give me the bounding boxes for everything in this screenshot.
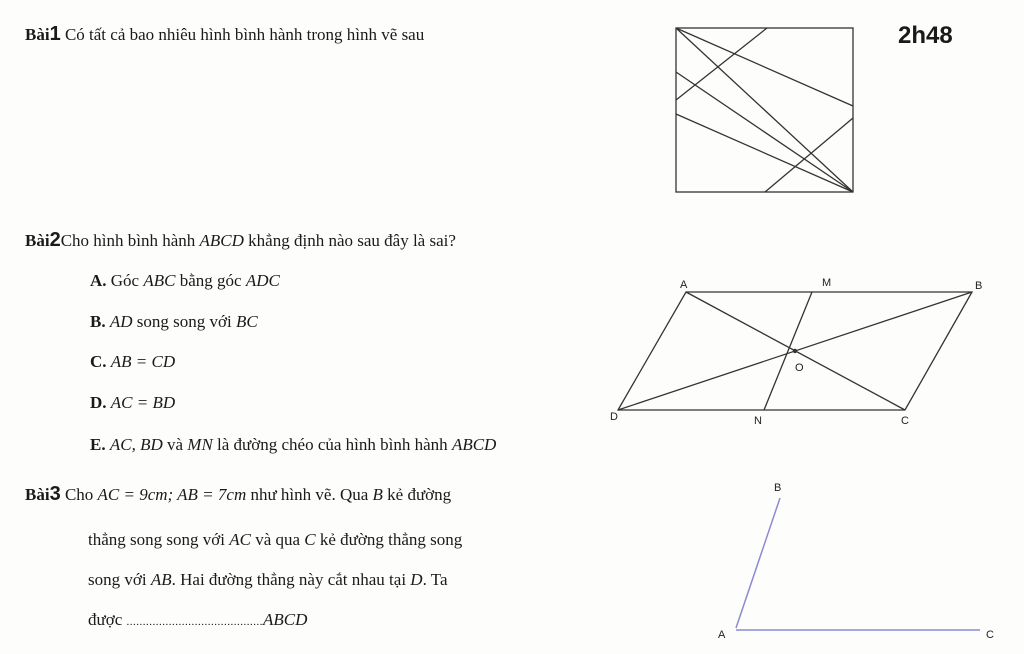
ex3-l3-math-2: D xyxy=(410,570,423,589)
handwritten-annotation: 2h48 xyxy=(898,22,953,49)
ex3-l4-math: ABCD xyxy=(263,610,308,629)
option-b-mid: song song với xyxy=(132,312,236,331)
option-e-math-2: MN xyxy=(187,435,213,454)
segment-ab xyxy=(736,498,780,628)
exercise-1-text: Có tất cả bao nhiêu hình bình hành trong hình vẽ sau xyxy=(64,25,425,44)
label-c: C xyxy=(901,415,909,427)
ex3-label-c: C xyxy=(986,629,994,641)
exercise-2-number: 2 xyxy=(49,229,61,251)
ex3-l1-mid: như hình vẽ. Qua xyxy=(246,485,373,504)
label-b: B xyxy=(975,280,983,292)
option-b-math-2: BC xyxy=(235,312,258,331)
option-a-mid: bằng góc xyxy=(175,271,246,290)
option-c-math: AB = CD xyxy=(110,352,176,371)
exercise-3-label: Bài xyxy=(25,485,50,504)
ex3-label-a: A xyxy=(718,629,726,641)
option-e-math-1: AC, BD xyxy=(109,435,163,454)
answer-blank[interactable]: .......................................... xyxy=(126,616,263,628)
option-b-math-1: AD xyxy=(109,312,133,331)
option-e-mid: và xyxy=(162,435,188,454)
option-e-post: là đường chéo của hình bình hành xyxy=(212,435,452,454)
ex3-l1-post: kẻ đường xyxy=(382,485,452,504)
label-o: O xyxy=(795,362,804,374)
ex3-l2-math-2: C xyxy=(304,530,316,549)
exercise-1-label: Bài xyxy=(25,25,50,44)
label-m: M xyxy=(822,277,832,289)
ex3-l2-post: kẻ đường thẳng song xyxy=(315,530,463,549)
option-e-math-3: ABCD xyxy=(451,435,497,454)
exercise-2-math: ABCD xyxy=(199,231,244,250)
ex3-l1-pre: Cho xyxy=(60,485,98,504)
option-e-letter: E. xyxy=(90,435,106,454)
option-a-letter: A. xyxy=(90,271,107,290)
label-d: D xyxy=(610,411,618,423)
option-a-pre: Góc xyxy=(110,271,144,290)
label-a: A xyxy=(680,279,688,291)
option-d-letter: D. xyxy=(90,393,107,412)
option-b-letter: B. xyxy=(90,312,106,331)
exercise-2-text-2: khẳng định nào sau đây là sai? xyxy=(243,231,456,250)
exercise-2-text-1: Cho hình bình hành xyxy=(60,231,200,250)
exercise-1-number: 1 xyxy=(49,23,61,45)
ex3-l2-math: AC xyxy=(229,530,251,549)
ex3-l4-pre: được xyxy=(88,610,127,629)
option-a-math-2: ADC xyxy=(245,271,280,290)
ex3-l1-math-2: B xyxy=(372,485,383,504)
label-n: N xyxy=(754,415,762,427)
option-d-math: AC = BD xyxy=(110,393,176,412)
exercise-2-label: Bài xyxy=(25,231,50,250)
ex3-l3-mid: . Hai đường thẳng này cắt nhau tại xyxy=(171,570,411,589)
ex3-l3-post: . Ta xyxy=(422,570,448,589)
option-c-letter: C. xyxy=(90,352,107,371)
option-a-math-1: ABC xyxy=(143,271,176,290)
ex3-label-b: B xyxy=(774,482,782,494)
exercise-3-number: 3 xyxy=(49,483,61,505)
ex3-l1-math-1: AC = 9cm; AB = 7cm xyxy=(97,485,247,504)
ex3-l3-pre: song với xyxy=(88,570,151,589)
ex3-l2-mid: và qua xyxy=(250,530,305,549)
ex3-l2-pre: thẳng song song với xyxy=(88,530,230,549)
ex3-l3-math: AB xyxy=(150,570,172,589)
